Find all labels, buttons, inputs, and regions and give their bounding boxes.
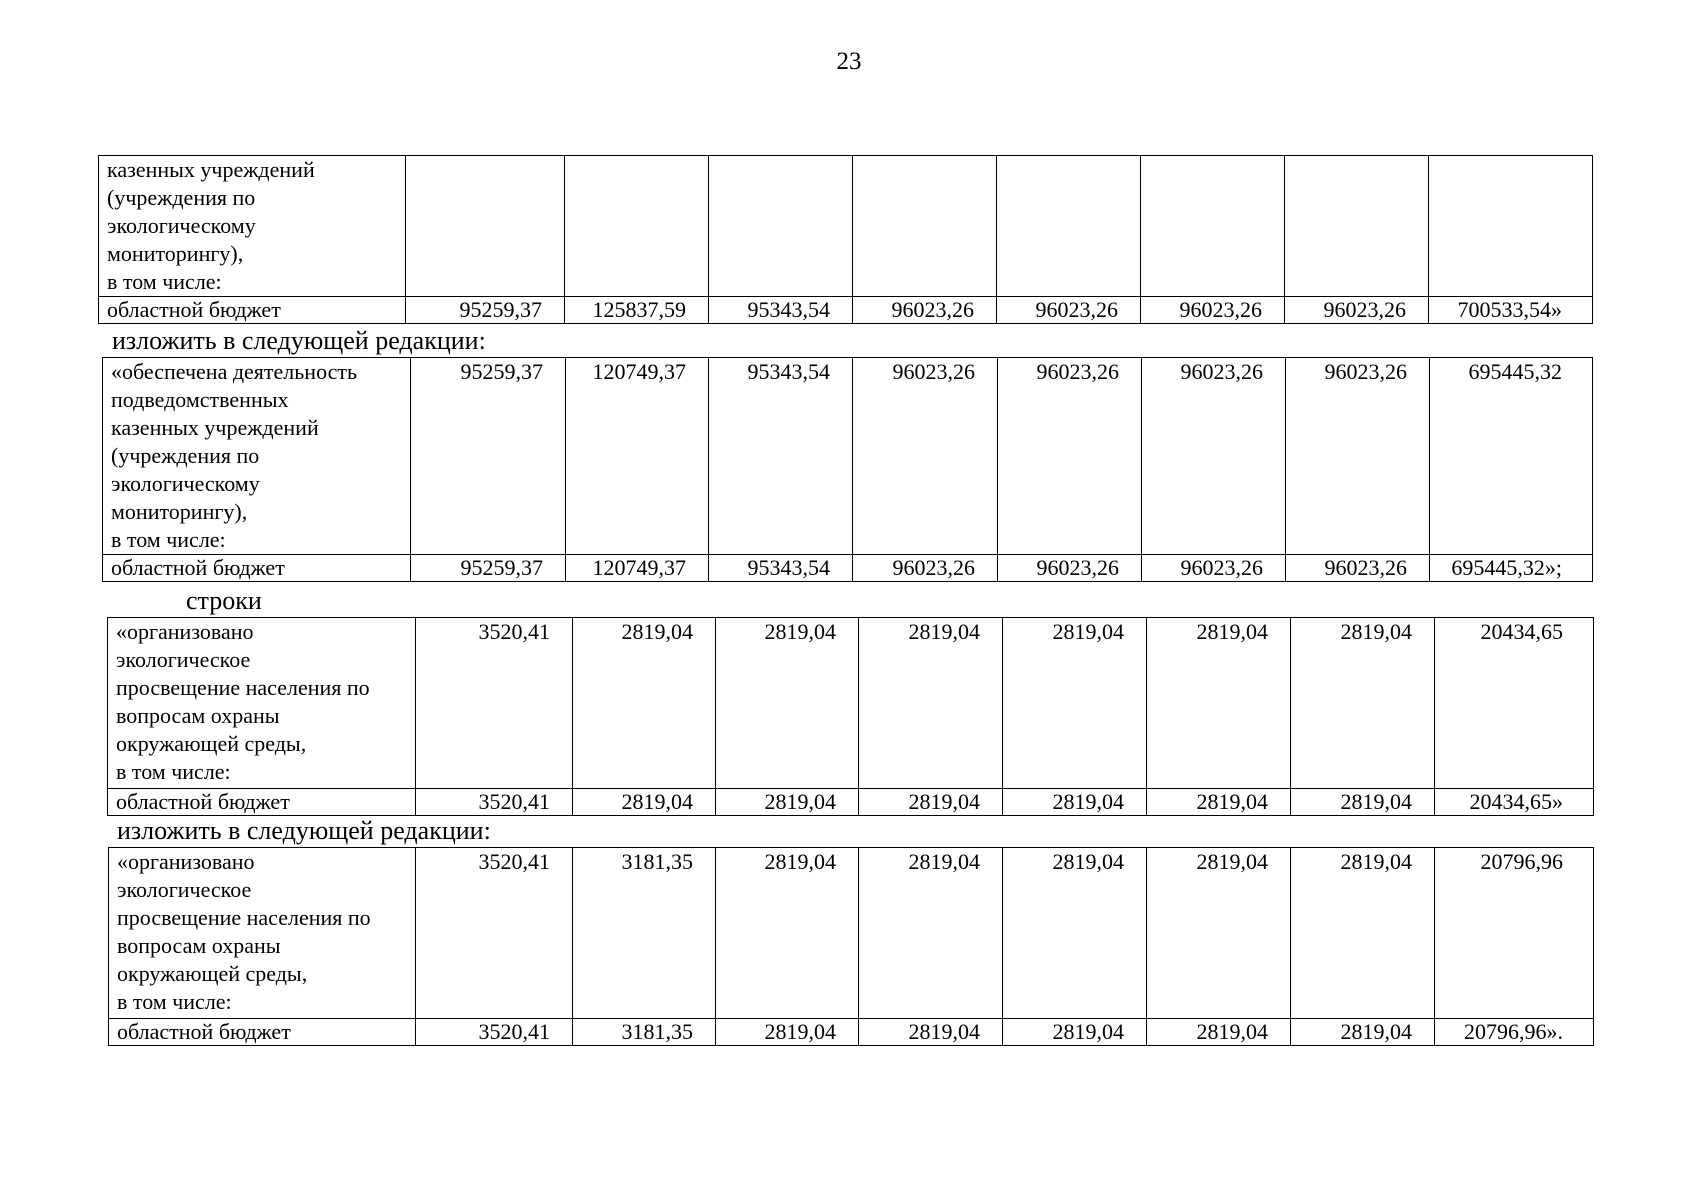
row-label: «организовано экологическое просвещение населения по вопросам охраны окружающей среды, в том числе: [109,848,416,1019]
table-row [108,618,1594,789]
value-cell: 2819,04 [716,618,859,789]
value-cell: 96023,26 [853,358,998,555]
table-row [99,156,1593,297]
value-cell: 2819,04 [716,848,859,1019]
value-cell: 96023,26 [1286,358,1430,555]
value-cell: 96023,26 [998,555,1142,582]
table-row [109,1019,1594,1046]
row-label: областной бюджет [108,789,416,816]
value-cell: 96023,26 [997,297,1141,324]
value-cell [997,156,1141,297]
value-cell: 2819,04 [1003,1019,1147,1046]
value-cell [1141,156,1285,297]
value-cell: 96023,26 [998,358,1142,555]
amendment-note: изложить в следующей редакции: [112,326,486,355]
value-cell: 96023,26 [853,555,998,582]
table-row [109,848,1594,1019]
value-cell: 96023,26 [853,297,997,324]
value-cell: 2819,04 [859,618,1003,789]
value-cell: 2819,04 [1003,618,1147,789]
value-cell: 3520,41 [416,848,573,1019]
budget-table-2 [102,357,1593,582]
total-cell: 695445,32 [1430,358,1593,555]
row-label: областной бюджет [103,555,411,582]
value-cell: 95343,54 [709,358,853,555]
value-cell: 95343,54 [709,297,853,324]
section-label: строки [186,586,262,615]
amendment-note: изложить в следующей редакции: [117,816,491,845]
value-cell [406,156,565,297]
value-cell: 96023,26 [1286,555,1430,582]
value-cell: 3520,41 [416,1019,573,1046]
value-cell: 96023,26 [1142,358,1286,555]
value-cell [853,156,997,297]
row-label: «обеспечена деятельность подведомственных казенных учреждений (учреждения по экологическому мониторингу), в том числе: [103,358,411,555]
row-label: «организовано экологическое просвещение населения по вопросам охраны окружающей среды, в том числе: [108,618,416,789]
value-cell [709,156,853,297]
value-cell: 2819,04 [1147,1019,1291,1046]
value-cell: 96023,26 [1142,555,1286,582]
value-cell: 2819,04 [1291,618,1435,789]
table-row [103,358,1593,555]
value-cell: 2819,04 [1291,848,1435,1019]
total-cell: 20796,96». [1435,1019,1594,1046]
budget-table-3 [107,617,1594,816]
total-cell: 695445,32»; [1430,555,1593,582]
value-cell: 2819,04 [1147,848,1291,1019]
value-cell [1285,156,1429,297]
value-cell: 2819,04 [1003,789,1147,816]
value-cell: 3181,35 [573,1019,716,1046]
row-label: казенных учреждений (учреждения по экологическому мониторингу), в том числе: [99,156,406,297]
value-cell: 95343,54 [709,555,853,582]
value-cell: 2819,04 [859,848,1003,1019]
value-cell: 2819,04 [716,789,859,816]
value-cell: 120749,37 [566,358,709,555]
table-row [99,297,1593,324]
total-cell: 20796,96 [1435,848,1594,1019]
value-cell: 3520,41 [416,618,573,789]
budget-table-4 [108,847,1594,1046]
value-cell: 2819,04 [573,618,716,789]
value-cell: 2819,04 [859,789,1003,816]
row-label: областной бюджет [109,1019,416,1046]
value-cell: 2819,04 [1291,789,1435,816]
value-cell: 95259,37 [411,358,566,555]
table-row [103,555,1593,582]
budget-table-1 [98,155,1593,324]
total-cell: 700533,54» [1429,297,1593,324]
total-cell [1429,156,1593,297]
value-cell [565,156,709,297]
table-row [108,789,1594,816]
value-cell: 2819,04 [1291,1019,1435,1046]
value-cell: 120749,37 [566,555,709,582]
value-cell: 2819,04 [859,1019,1003,1046]
value-cell: 96023,26 [1141,297,1285,324]
value-cell: 2819,04 [573,789,716,816]
value-cell: 95259,37 [406,297,565,324]
value-cell: 3181,35 [573,848,716,1019]
value-cell: 96023,26 [1285,297,1429,324]
page-number: 23 [836,48,862,75]
value-cell: 2819,04 [1147,618,1291,789]
value-cell: 2819,04 [1003,848,1147,1019]
value-cell: 2819,04 [1147,789,1291,816]
value-cell: 125837,59 [565,297,709,324]
value-cell: 95259,37 [411,555,566,582]
total-cell: 20434,65» [1435,789,1594,816]
total-cell: 20434,65 [1435,618,1594,789]
value-cell: 2819,04 [716,1019,859,1046]
value-cell: 3520,41 [416,789,573,816]
row-label: областной бюджет [99,297,406,324]
